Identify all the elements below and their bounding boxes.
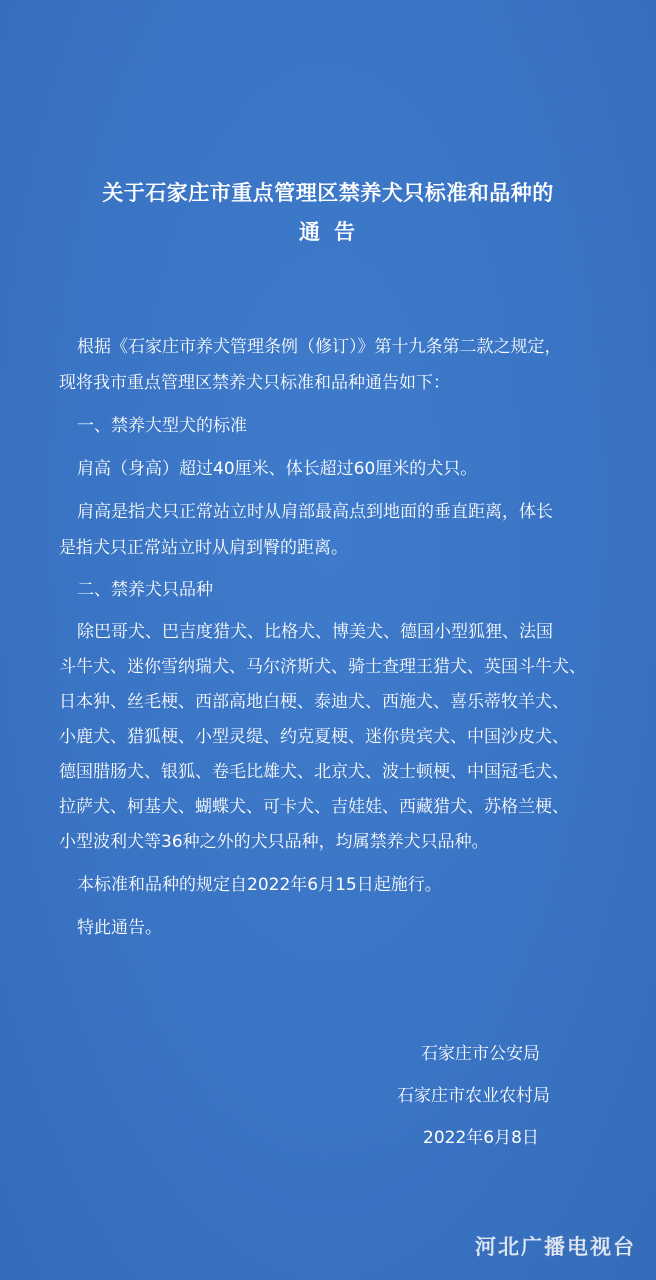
closing-line: 特此通告。 bbox=[77, 918, 162, 938]
section-heading-2: 二、禁养犬只品种 bbox=[77, 580, 213, 600]
breed-list-line: 日本狆、丝毛梗、西部高地白梗、泰迪犬、西施犬、喜乐蒂牧羊犬、 bbox=[59, 692, 569, 712]
body-line-preamble-cont: 现将我市重点管理区禁养犬只标准和品种通告如下： bbox=[59, 373, 450, 393]
breed-list-line: 拉萨犬、柯基犬、蝴蝶犬、可卡犬、吉娃娃、西藏猎犬、苏格兰梗、 bbox=[59, 797, 569, 817]
effective-date-line: 本标准和品种的规定自2022年6月15日起施行。 bbox=[77, 875, 442, 895]
notice-title: 关于石家庄市重点管理区禁养犬只标准和品种的 bbox=[102, 181, 554, 205]
issuer-agriculture: 石家庄市农业农村局 bbox=[397, 1086, 550, 1106]
breed-list-line: 斗牛犬、迷你雪纳瑞犬、马尔济斯犬、骑士查理王猎犬、英国斗牛犬、 bbox=[59, 657, 586, 677]
breed-list-line: 德国腊肠犬、银狐、卷毛比雄犬、北京犬、波士顿梗、中国冠毛犬、 bbox=[59, 762, 569, 782]
section-heading-1: 一、禁养大型犬的标准 bbox=[77, 416, 247, 436]
breed-list-line: 除巴哥犬、巴吉度猎犬、比格犬、博美犬、德国小型狐狸、法国 bbox=[77, 622, 553, 642]
breed-list-line: 小鹿犬、猎狐梗、小型灵缇、约克夏梗、迷你贵宾犬、中国沙皮犬、 bbox=[59, 727, 569, 747]
body-line-definition-cont: 是指犬只正常站立时从肩到臀的距离。 bbox=[59, 538, 348, 558]
broadcaster-watermark: 河北广播电视台 bbox=[475, 1234, 636, 1259]
issue-date: 2022年6月8日 bbox=[423, 1128, 539, 1148]
breed-list-line: 小型波利犬等36种之外的犬只品种，均属禁养犬只品种。 bbox=[59, 832, 489, 852]
body-line-standard: 肩高（身高）超过40厘米、体长超过60厘米的犬只。 bbox=[77, 459, 478, 479]
issuer-public-security: 石家庄市公安局 bbox=[421, 1044, 540, 1064]
body-line-preamble: 根据《石家庄市养犬管理条例（修订）》第十九条第二款之规定， bbox=[77, 337, 562, 357]
body-line-definition: 肩高是指犬只正常站立时从肩部最高点到地面的垂直距离，体长 bbox=[77, 502, 553, 522]
notice-title-suffix: 通告 bbox=[299, 220, 369, 244]
